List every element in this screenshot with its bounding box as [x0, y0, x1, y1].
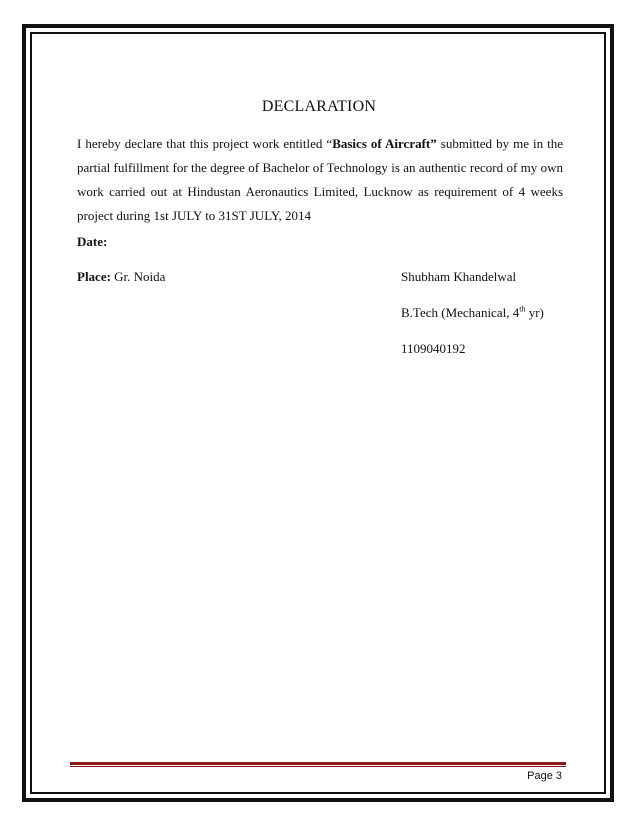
place-row — [77, 269, 165, 285]
declaration-paragraph — [77, 132, 563, 228]
declaration-text-end: submitted by me in the partial fulfillment for the degree of Bachelor of Technology is an authentic record of my own work carried out at Hindustan Aeronautics Limited, Lucknow as requirement of 4 weeks project during 1st JULY to 31ST JULY, 2014 — [77, 136, 563, 223]
signature-block — [401, 269, 544, 377]
page-title: DECLARATION — [261, 98, 377, 115]
course-suffix: yr) — [525, 305, 544, 320]
place-label: Place: — [77, 269, 111, 284]
footer-rule-thin — [70, 766, 566, 767]
course-superscript: th — [519, 304, 526, 314]
date-label: Date: — [77, 234, 108, 249]
page-number: Page 3 — [527, 770, 562, 782]
declaration-text-start: I hereby declare that this project work entitled “ — [77, 136, 333, 151]
student-name: Shubham Khandelwal — [401, 269, 517, 284]
place-value: Gr. Noida — [110, 269, 166, 284]
course-line — [401, 305, 544, 341]
project-title: Basics of Aircraft” — [332, 136, 437, 151]
course-prefix: B.Tech (Mechanical, 4 — [401, 305, 520, 320]
footer-rule-thick — [70, 762, 566, 765]
roll-number: 1109040192 — [401, 341, 466, 356]
